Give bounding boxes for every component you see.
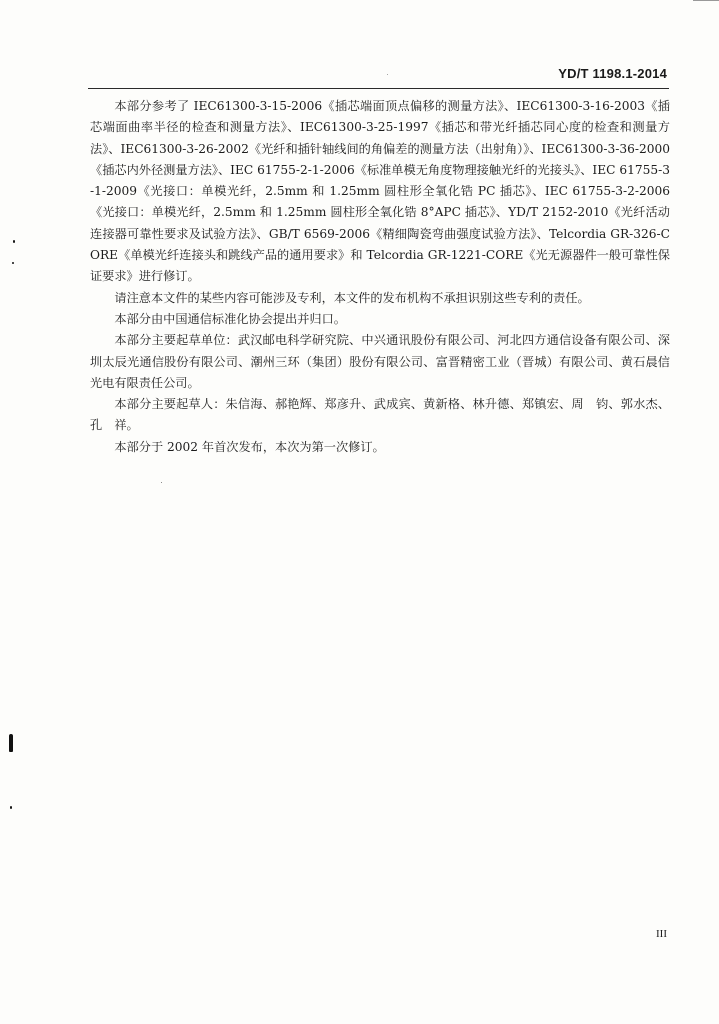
paragraph-drafting-units: 本部分主要起草单位：武汉邮电科学研究院、中兴通讯股份有限公司、河北四方通信设备有限公司、深圳太辰光通信股份有限公司、潮州三环（集团）股份有限公司、富晋精密工业（晋城）有限公司、黄石晨信光电有限责任公司。: [90, 333, 670, 390]
scan-speck: [387, 74, 388, 75]
page-number: III: [656, 928, 667, 940]
paragraph-proposer: 本部分由中国通信标准化协会提出并归口。: [114, 311, 346, 326]
paragraph-patent-notice: 请注意本文件的某些内容可能涉及专利，本文件的发布机构不承担识别这些专利的责任。: [114, 290, 590, 305]
header-rule: [88, 88, 669, 89]
paragraph-drafters: 本部分主要起草人：朱信海、郝艳辉、郑彦升、武成宾、黄新格、林升德、郑镇宏、周 钧、郭水杰、孔 祥。: [90, 397, 670, 433]
scan-smudge: [9, 734, 13, 752]
scan-speck: [12, 262, 14, 264]
scan-speck: [13, 240, 15, 243]
standard-code: YD/T 1198.1-2014: [558, 66, 667, 81]
scan-speck: [161, 482, 162, 483]
scan-edge-line: [693, 0, 719, 1]
paragraph-revision-history: 本部分于 2002 年首次发布，本次为第一次修订。: [114, 439, 385, 454]
paragraph-references: 本部分参考了 IEC61300-3-15-2006《插芯端面顶点偏移的测量方法》、IEC61300-3-16-2003《插芯端面曲率半径的检查和测量方法》、IEC61300-3-25-1997《插芯和带光纤插芯同心度的检查和测量方法》、IEC61300-3-26-2002《光纤和插针轴线间的角偏差的测量方法（出射角）》、IEC61300-3-36-2000《插芯内外径测量方法》、IEC 61755-2-1-2006《标准单模无角度物理接触光纤的光接头》、IEC 61755-3-1-2009《光接口：单模光纤，2.5mm 和 1.25mm 圆柱形全氧化锆 PC 插芯》、IEC 61755-3-2-2006《光接口：单模光纤，2.5mm 和 1.25mm 圆柱形全氧化锆 8°APC 插芯》、YD/T 2152-2010《光纤活动连接器可靠性要求及试验方法》、GB/T 6569-2006《精细陶瓷弯曲强度试验方法》、Telcordia GR-326-CORE《单模光纤连接头和跳线产品的通用要求》和 Telcordia GR-1221-CORE《光无源器件一般可靠性保证要求》进行修订。: [90, 99, 670, 284]
foreword-body: [90, 96, 670, 458]
scan-speck: [10, 806, 12, 809]
